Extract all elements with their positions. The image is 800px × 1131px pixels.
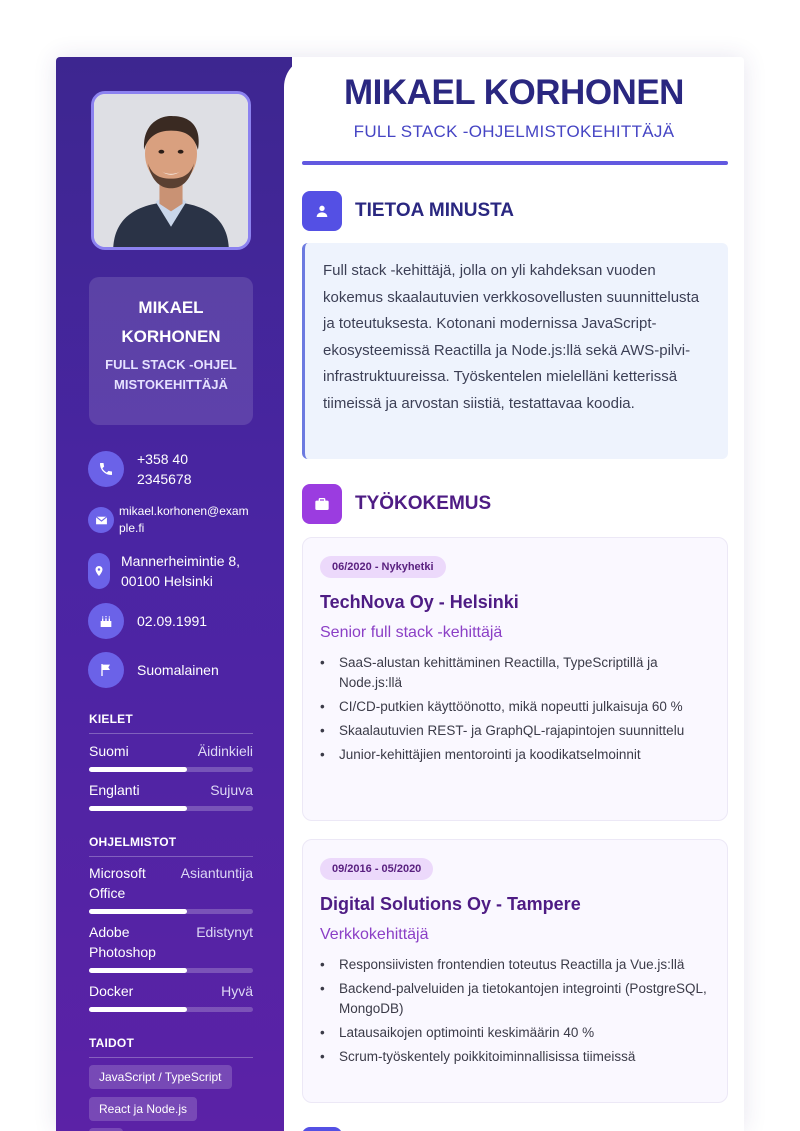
email-text: mikael.korhonen@example.fi xyxy=(119,504,249,535)
resume-page xyxy=(56,57,744,1131)
contact-address xyxy=(88,551,261,591)
page-title: MIKAEL KORHONEN xyxy=(344,73,684,112)
address-text: Mannerheimintie 8, 00100 Helsinki xyxy=(121,553,241,589)
sidebar xyxy=(56,57,292,1131)
language-item xyxy=(89,741,253,772)
software-item xyxy=(89,863,253,914)
language-bar-fill xyxy=(89,767,187,772)
software-item xyxy=(89,981,253,1012)
language-bar xyxy=(89,767,253,772)
job-bullet: • Backend-palveluiden ja tietokantojen integrointi (PostgreSQL, MongoDB) xyxy=(320,981,707,1016)
briefcase-icon xyxy=(302,484,342,524)
job-bullet: • Scrum-työskentely poikkitoiminnallisissa tiimeissä xyxy=(320,1049,636,1064)
software-bar-fill xyxy=(89,909,187,914)
software-level: Hyvä xyxy=(221,983,253,999)
skill-tag: JavaScript / TypeScript xyxy=(89,1065,232,1089)
job-bullet: • Skaalautuvien REST- ja GraphQL-rajapintojen suunnittelu xyxy=(320,723,685,738)
contact-phone xyxy=(88,449,217,489)
job-role: Senior full stack -kehittäjä xyxy=(320,624,503,641)
job-role: Verkkokehittäjä xyxy=(320,926,429,943)
job-entry xyxy=(302,537,728,821)
software-name: Microsoft Office xyxy=(89,865,146,901)
next-section-icon xyxy=(302,1127,342,1131)
software-bar-fill xyxy=(89,1007,187,1012)
cake-icon xyxy=(88,603,124,639)
job-date-badge: 06/2020 - Nykyhetki xyxy=(320,556,446,578)
contact-email xyxy=(88,503,249,537)
language-level: Äidinkieli xyxy=(197,743,253,759)
job-bullet-text: Latausaikojen optimointi keskimäärin 40 % xyxy=(339,1025,595,1040)
title-divider xyxy=(302,161,728,165)
software-heading: OHJELMISTOT xyxy=(89,835,253,857)
skills-heading: TAIDOT xyxy=(89,1036,253,1058)
job-bullet: • Latausaikojen optimointi keskimäärin 40 % xyxy=(320,1025,595,1040)
job-entry xyxy=(302,839,728,1103)
skill-tag: React ja Node.js xyxy=(89,1097,197,1121)
job-company: Digital Solutions Oy - Tampere xyxy=(320,894,581,914)
contact-birthdate xyxy=(88,603,207,639)
software-item xyxy=(89,922,253,973)
profile-photo xyxy=(91,91,251,250)
job-bullet: • Responsiivisten frontendien toteutus Reactilla ja Vue.js:llä xyxy=(320,957,685,972)
job-bullet-text: CI/CD-putkien käyttöönotto, mikä nopeutti julkaisuja 60 % xyxy=(339,699,683,714)
job-bullet-text: Responsiivisten frontendien toteutus Reactilla ja Vue.js:llä xyxy=(339,957,685,972)
job-company: TechNova Oy - Helsinki xyxy=(320,592,519,612)
language-bar-fill xyxy=(89,806,187,811)
location-icon xyxy=(88,553,110,589)
software-level: Edistynyt xyxy=(196,924,253,940)
email-icon xyxy=(88,507,114,533)
about-heading: TIETOA MINUSTA xyxy=(355,200,515,221)
language-bar xyxy=(89,806,253,811)
sidebar-name-box xyxy=(89,277,253,425)
software-bar xyxy=(89,968,253,973)
job-bullet: • Junior-kehittäjien mentorointi ja koodikatselmoinnit xyxy=(320,747,641,762)
software-level: Asiantuntija xyxy=(180,865,253,881)
job-bullets xyxy=(320,653,715,769)
user-icon xyxy=(302,191,342,231)
software-bar xyxy=(89,909,253,914)
language-name: Englanti xyxy=(89,782,140,798)
job-bullets xyxy=(320,955,715,1071)
experience-heading: TYÖKOKEMUS xyxy=(355,493,492,514)
experience-section-header xyxy=(302,484,491,524)
software-bar-fill xyxy=(89,968,187,973)
about-text: Full stack -kehittäjä, jolla on yli kahdeksan vuoden kokemus skaalautuvien verkkosovellusten suunnittelusta ja toteutuksesta. Kotonani modernissa JavaScript-ekosysteemissä Reactilla ja Node.js:llä sekä AWS-pilvi-infrastruktuureissa. Työskentelen mielelläni ketterissä tiimeissä ja arvostan siistiä, testattavaa koodia. xyxy=(302,243,728,459)
main-content xyxy=(284,57,744,1131)
profile-photo-illustration xyxy=(94,94,248,247)
language-item xyxy=(89,780,253,811)
job-bullet-text: Skaalautuvien REST- ja GraphQL-rajapintojen suunnittelu xyxy=(339,723,685,738)
job-bullet-text: Scrum-työskentely poikkitoiminnallisissa tiimeissä xyxy=(339,1049,636,1064)
phone-icon xyxy=(88,451,124,487)
job-bullet: • SaaS-alustan kehittäminen Reactilla, TypeScriptillä ja Node.js:llä xyxy=(320,655,658,690)
language-name: Suomi xyxy=(89,743,129,759)
contact-nationality xyxy=(88,652,219,688)
job-date-badge: 09/2016 - 05/2020 xyxy=(320,858,433,880)
languages-heading: KIELET xyxy=(89,712,253,734)
sidebar-title: FULL STACK -OHJELMISTOKEHITTÄJÄ xyxy=(105,357,237,392)
sidebar-name: MIKAEL KORHONEN xyxy=(121,298,221,346)
job-bullet-text: Junior-kehittäjien mentorointi ja koodikatselmoinnit xyxy=(339,747,641,762)
job-bullet: • CI/CD-putkien käyttöönotto, mikä nopeutti julkaisuja 60 % xyxy=(320,699,683,714)
nationality-text: Suomalainen xyxy=(137,662,219,678)
software-bar xyxy=(89,1007,253,1012)
birthdate-text: 02.09.1991 xyxy=(137,613,208,629)
software-name: Adobe Photoshop xyxy=(89,924,156,960)
about-section-header xyxy=(302,191,514,231)
language-level: Sujuva xyxy=(210,782,253,798)
page-subtitle: FULL STACK -OHJELMISTOKEHITTÄJÄ xyxy=(353,122,675,141)
phone-text: +358 40 2345678 xyxy=(137,451,192,487)
job-bullet-text: Backend-palveluiden ja tietokantojen integrointi (PostgreSQL, MongoDB) xyxy=(339,981,707,1016)
flag-icon xyxy=(88,652,124,688)
software-name: Docker xyxy=(89,983,134,999)
job-bullet-text: SaaS-alustan kehittäminen Reactilla, TypeScriptillä ja Node.js:llä xyxy=(339,655,658,690)
